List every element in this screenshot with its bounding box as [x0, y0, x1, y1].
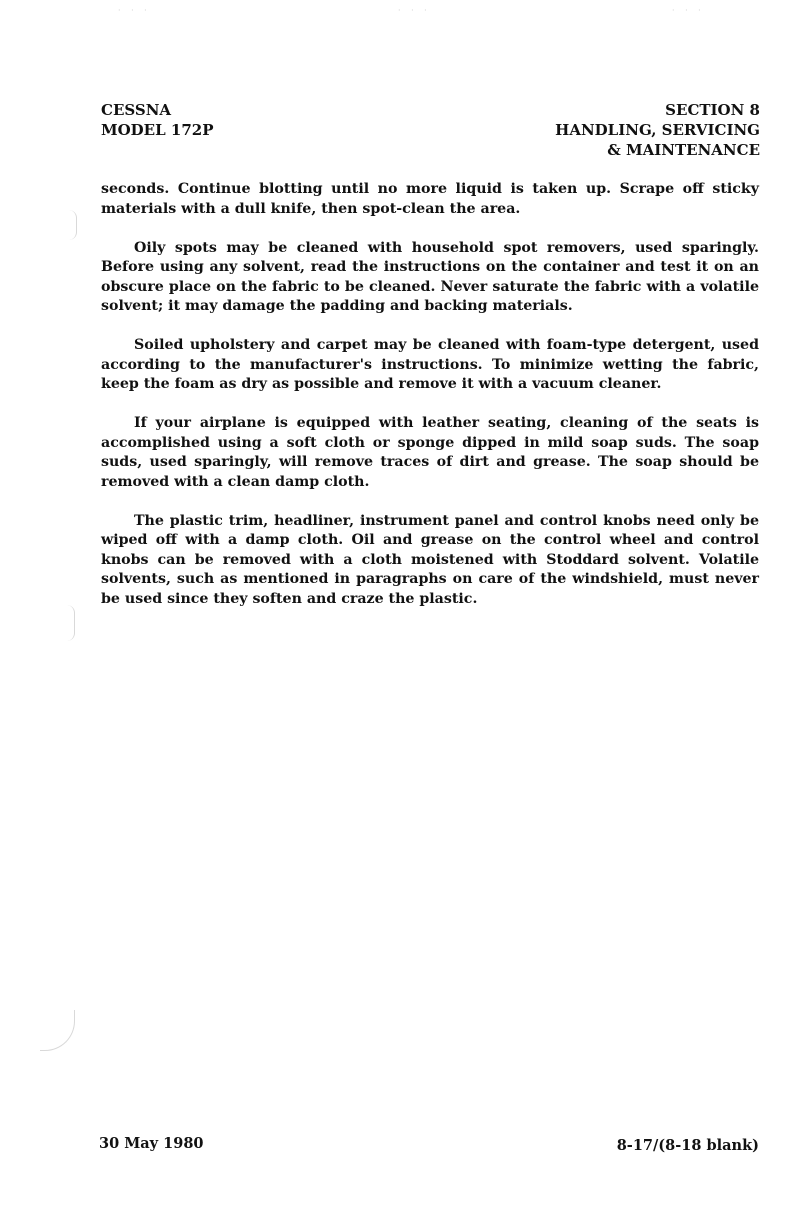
body-text: [101, 180, 759, 629]
scan-speckle: · · ·: [118, 6, 151, 15]
binder-hole-shadow: [40, 1010, 75, 1051]
section-number: SECTION 8: [665, 101, 760, 119]
paragraph: Soiled upholstery and carpet may be cleaned with foam-type detergent, used according to the manufacturer's instructions. To minimize wetting the fabric, keep the foam as dry as possible and remove it with a vacuum cleaner.: [101, 337, 759, 392]
paragraph: seconds. Continue blotting until no more liquid is taken up. Scrape off sticky materials with a dull knife, then spot-clean the area.: [101, 181, 759, 217]
footer-page-number: 8-17/(8-18 blank): [616, 1137, 759, 1154]
paragraph: If your airplane is equipped with leather seating, cleaning of the seats is accomplished using a soft cloth or sponge dipped in mild soap suds. The soap suds, used sparingly, will remove traces of dirt and grease. The soap should be removed with a clean damp cloth.: [101, 415, 759, 490]
page-header-left: [101, 100, 213, 140]
manufacturer-name: CESSNA: [101, 101, 172, 119]
section-title-line2: & MAINTENANCE: [607, 141, 760, 159]
aircraft-model: MODEL 172P: [101, 121, 214, 139]
page-header-right: [555, 100, 760, 160]
paragraph: The plastic trim, headliner, instrument panel and control knobs need only be wiped off with a damp cloth. Oil and grease on the control wheel and control knobs can be removed with a cloth moistened with Stoddard solvent. Volatile solvents, such as mentioned in paragraphs on care of the windshield, must never be used since they soften and craze the plastic.: [101, 512, 759, 607]
paragraph: Oily spots may be cleaned with household spot removers, used sparingly. Before using any solvent, read the instructions on the container and test it on an obscure place on the fabric to be cleaned. Never saturate the fabric with a volatile solvent; it may damage the padding and backing materials.: [101, 239, 759, 314]
footer-date: 30 May 1980: [99, 1135, 204, 1152]
section-title-line1: HANDLING, SERVICING: [555, 121, 760, 139]
binder-hole-shadow: [68, 210, 77, 240]
binder-hole-shadow: [66, 605, 75, 641]
scan-speckle: · · ·: [398, 6, 431, 15]
scan-speckle: · · ·: [672, 6, 705, 15]
